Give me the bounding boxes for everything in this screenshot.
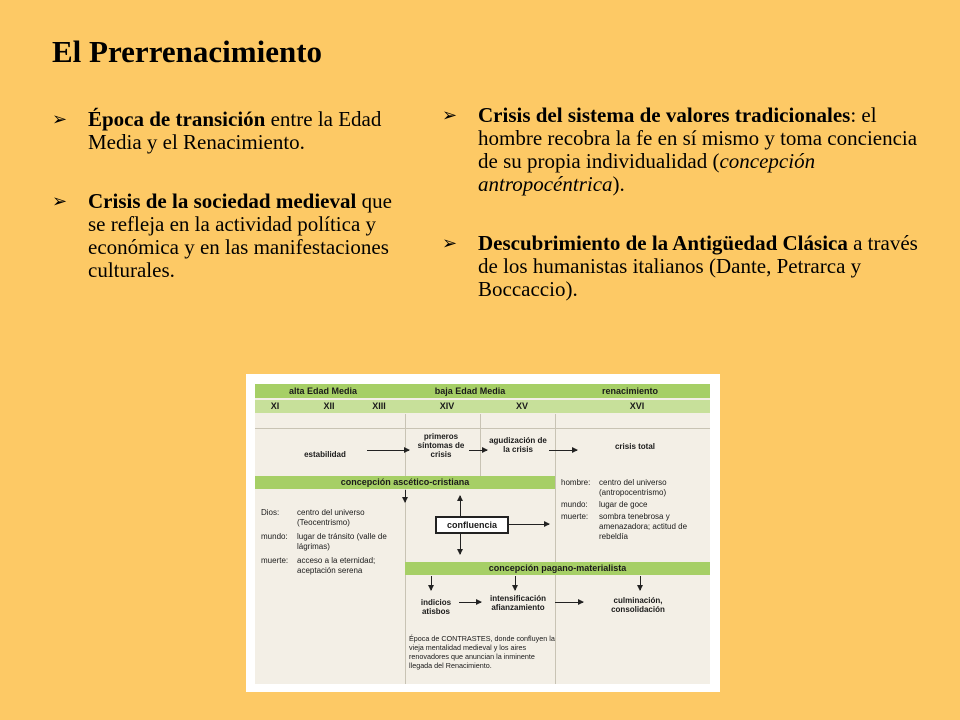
arrow-bullet-icon: ➢: [442, 105, 458, 126]
contrastes-note: Época de CONTRASTES, donde confluyen la vieja mentalidad medieval y los aires renovadores que anuncian la inminente llegada del Renacimiento.: [409, 634, 555, 670]
slide-title: El Prerrenacimiento: [52, 34, 323, 69]
left-column: [52, 108, 412, 282]
bullet-crisis-valores: [442, 104, 922, 196]
bullet-bold: Época de transición: [88, 107, 266, 131]
century-xii: XII: [323, 401, 335, 411]
period-alta: alta Edad Media: [288, 386, 358, 396]
crisis-total-label: crisis total: [614, 442, 655, 451]
primeros-sintomas-label: primeros síntomas de crisis: [417, 432, 465, 459]
pagan-label: concepción pagano-materialista: [488, 563, 627, 573]
period-renacimiento: renacimiento: [601, 386, 659, 396]
period-header: [255, 384, 710, 398]
muerte-label: muerte:: [261, 556, 289, 565]
arrow-down-icon: [640, 576, 641, 590]
century-xi: XI: [270, 401, 280, 411]
century-xvi: XVI: [629, 401, 645, 411]
pagan-band: [405, 562, 710, 575]
arrow-right-icon: [469, 450, 487, 451]
estabilidad-label: estabilidad: [304, 450, 346, 459]
culminacion-label: culminación, consolidación: [611, 596, 665, 614]
arrow-bullet-icon: ➢: [52, 109, 68, 130]
century-xiv: XIV: [439, 401, 455, 411]
confluencia-box: confluencia: [435, 516, 509, 534]
bullet-crisis-sociedad: [52, 190, 412, 282]
bullet-text: que se refleja en la actividad política y económica y en las manifestaciones culturales.: [88, 189, 392, 282]
indicios-label: indicios atisbos: [420, 598, 452, 616]
diagram-content: [255, 384, 710, 684]
muerte-text: acceso a la eternidad; aceptación serena: [297, 556, 376, 575]
bullet-bold: Crisis del sistema de valores tradicionales: [478, 103, 851, 127]
bullet-transicion: [52, 108, 412, 154]
arrow-down-icon: [515, 576, 516, 590]
arrow-down-icon: [405, 490, 406, 502]
right-column: [442, 104, 922, 301]
muerte-r-text: sombra tenebrosa y amenazadora; actitud de rebeldía: [599, 512, 688, 541]
century-row: [255, 400, 710, 413]
bullet-antiguedad: [442, 232, 922, 301]
divider: [255, 428, 710, 429]
dios-text: centro del universo (Teocentrismo): [297, 508, 365, 527]
bullet-text: : el hombre recobra la fe en sí mismo y toma conciencia de su propia individualidad (: [478, 103, 918, 173]
bullet-text: entre la Edad Media y el Renacimiento.: [88, 107, 382, 154]
ascetic-label: concepción ascético-cristiana: [340, 477, 470, 487]
hombre-label: hombre:: [561, 478, 591, 487]
bullet-italic: concepción antropocéntrica: [478, 149, 816, 196]
arrow-down-icon: [460, 534, 461, 554]
mundo-label: mundo:: [261, 532, 288, 541]
bullet-bold: Crisis de la sociedad medieval: [88, 189, 357, 213]
century-xv: XV: [515, 401, 528, 411]
arrow-right-icon: [459, 602, 481, 603]
intensificacion-label: intensificación afianzamiento: [489, 594, 546, 612]
century-xiii: XIII: [372, 401, 386, 411]
bullet-tail: ).: [612, 172, 625, 196]
muerte-r-label: muerte:: [561, 512, 589, 521]
mundo-text: lugar de tránsito (valle de lágrimas): [297, 532, 387, 551]
bullet-bold: Descubrimiento de la Antigüedad Clásica: [478, 231, 848, 255]
dios-label: Dios:: [261, 508, 280, 517]
arrow-bullet-icon: ➢: [442, 233, 458, 254]
renaissance-diagram: [246, 374, 720, 692]
arrow-right-icon: [549, 450, 577, 451]
mundo-r-label: mundo:: [561, 500, 588, 509]
arrow-right-icon: [509, 524, 549, 525]
bullet-text: a través de los humanistas italianos (Dante, Petrarca y Boccaccio).: [478, 231, 918, 301]
period-baja: baja Edad Media: [434, 386, 506, 396]
agudizacion-label: agudización de la crisis: [489, 436, 547, 454]
divider: [405, 414, 406, 684]
ascetic-band: [255, 476, 555, 489]
arrow-bullet-icon: ➢: [52, 191, 68, 212]
hombre-text: centro del universo (antropocentrismo): [599, 478, 667, 497]
arrow-up-icon: [460, 496, 461, 516]
arrow-right-icon: [367, 450, 409, 451]
arrow-down-icon: [431, 576, 432, 590]
arrow-right-icon: [555, 602, 583, 603]
mundo-r-text: lugar de goce: [599, 500, 648, 509]
